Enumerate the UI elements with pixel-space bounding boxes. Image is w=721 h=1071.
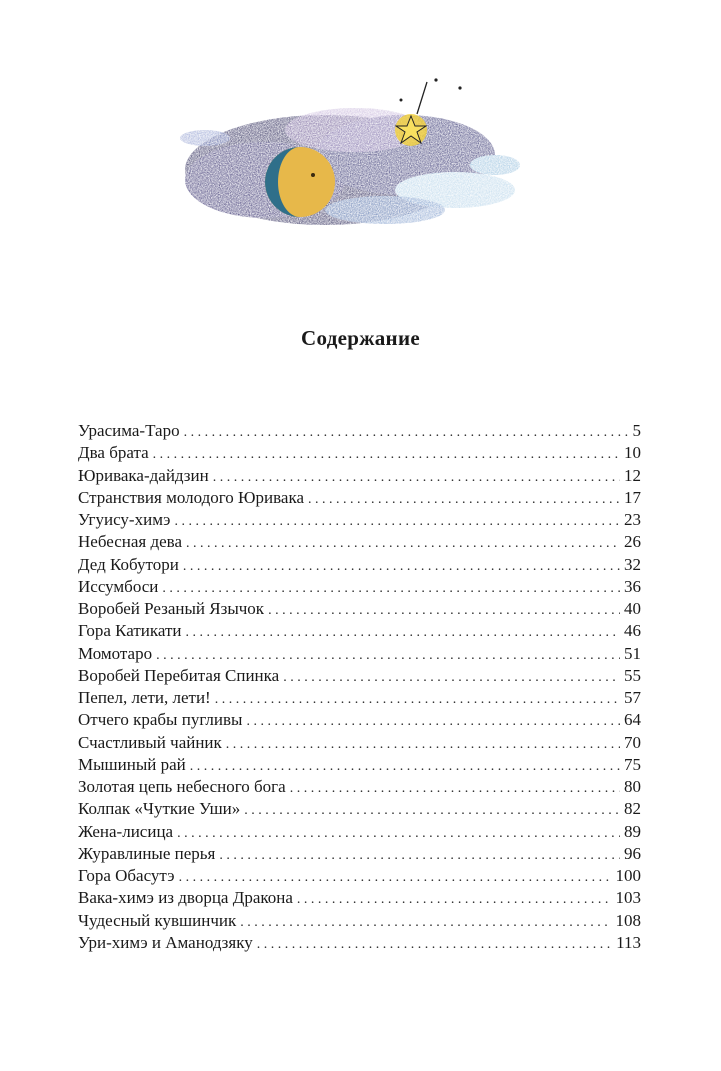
toc-entry-title: Иссумбоси: [78, 576, 159, 596]
dot-leader: [290, 778, 620, 800]
toc-entry-title: Счастливый чайник: [78, 732, 222, 752]
toc-entry-title: Угуису-химэ: [78, 510, 171, 529]
dot-leader: [226, 734, 620, 756]
toc-entry[interactable]: [78, 665, 641, 687]
dot-leader: [244, 800, 620, 822]
toc-entry[interactable]: [78, 687, 641, 709]
toc-entry-page: 55: [624, 665, 641, 685]
toc-entry-title: Небесная дева: [78, 532, 183, 552]
dot-leader: [213, 467, 620, 489]
toc-entry-title: Момотаро: [78, 643, 153, 663]
toc-entry[interactable]: [78, 732, 641, 754]
dot-leader: [183, 556, 620, 578]
page-title: Содержание: [301, 326, 420, 350]
toc-entry-title: Колпак «Чуткие Уши»: [78, 799, 241, 819]
toc-entry-title: Урасима-Таро: [78, 421, 180, 440]
toc-entry-page: 89: [624, 821, 641, 841]
toc-entry-page: 10: [624, 443, 641, 463]
toc-entry-title: Воробей Резаный Язычок: [78, 599, 265, 618]
toc-entry-page: 36: [624, 576, 641, 596]
toc-entry-title: Пепел, лети, лети!: [78, 688, 211, 707]
toc-entry-page: 5: [632, 421, 641, 440]
dot-leader: [179, 867, 612, 889]
dot-leader: [186, 533, 620, 555]
toc-entry-page: 103: [615, 888, 641, 908]
toc-entry-title: Воробей Перебитая Спинка: [78, 665, 280, 685]
dot-leader: [240, 912, 611, 934]
toc-entry-title: Гора Катикати: [78, 621, 182, 641]
toc-entry[interactable]: [78, 798, 641, 820]
toc-entry[interactable]: [78, 465, 641, 487]
dot-leader: [162, 578, 620, 600]
toc-entry-title: Гора Обасутэ: [78, 866, 175, 885]
toc-entry[interactable]: [78, 620, 641, 642]
dot-leader: [156, 645, 620, 667]
toc-entry-page: 96: [624, 843, 641, 863]
toc-entry[interactable]: [78, 709, 641, 731]
toc-entry-page: 17: [624, 487, 641, 507]
toc-entry[interactable]: [78, 776, 641, 798]
toc-entry-page: 80: [624, 777, 641, 796]
toc-entry[interactable]: [78, 576, 641, 598]
dot-leader: [283, 667, 620, 689]
toc-entry-page: 46: [624, 621, 641, 641]
dot-leader: [186, 622, 620, 644]
table-of-contents: [78, 420, 641, 954]
toc-entry-title: Вака-химэ из дворца Дракона: [78, 888, 293, 908]
toc-entry-title: Чудесный кувшинчик: [78, 910, 237, 930]
toc-entry-page: 100: [615, 866, 641, 885]
toc-entry[interactable]: [78, 531, 641, 553]
toc-entry-title: Золотая цепь небесного бога: [78, 777, 286, 796]
toc-entry-page: 57: [624, 688, 641, 707]
dot-leader: [268, 600, 620, 622]
dot-leader: [184, 422, 629, 444]
toc-entry[interactable]: [78, 598, 641, 620]
toc-entry-page: 70: [624, 732, 641, 752]
dot-leader: [308, 489, 620, 511]
toc-entry[interactable]: [78, 865, 641, 887]
toc-entry-page: 64: [624, 710, 641, 730]
dot-leader: [215, 689, 620, 711]
toc-entry-title: Журавлиные перья: [78, 843, 216, 863]
dot-leader: [297, 889, 612, 911]
dot-leader: [174, 511, 620, 533]
toc-entry[interactable]: [78, 843, 641, 865]
moon-icon: [265, 147, 335, 217]
toc-entry-page: 23: [624, 510, 641, 529]
dot-leader: [246, 711, 620, 733]
toc-entry-page: 75: [624, 754, 641, 774]
toc-entry-title: Странствия молодого Юривака: [78, 487, 305, 507]
toc-entry-page: 40: [624, 599, 641, 618]
toc-entry-title: Дед Кобутори: [78, 554, 179, 574]
dot-leader: [257, 934, 612, 956]
toc-entry-page: 82: [624, 799, 641, 819]
toc-entry-page: 12: [624, 465, 641, 485]
toc-entry-title: Ури-химэ и Аманодзяку: [78, 932, 253, 952]
night-sky-illustration: [175, 70, 525, 250]
toc-entry[interactable]: [78, 420, 641, 442]
toc-entry-title: Отчего крабы пугливы: [78, 710, 243, 730]
toc-entry-title: Жена-лисица: [78, 821, 174, 841]
toc-entry[interactable]: [78, 643, 641, 665]
toc-entry-title: Юривака-дайдзин: [78, 465, 209, 485]
night-cloud: [180, 108, 520, 225]
toc-entry-title: Два брата: [78, 443, 149, 463]
toc-entry[interactable]: [78, 910, 641, 932]
dot-leader: [190, 756, 620, 778]
toc-entry[interactable]: [78, 487, 641, 509]
toc-entry[interactable]: [78, 887, 641, 909]
toc-entry-page: 108: [615, 910, 641, 930]
toc-entry-page: 26: [624, 532, 641, 552]
toc-entry[interactable]: [78, 554, 641, 576]
toc-entry-title: Мышиный рай: [78, 754, 186, 774]
toc-entry[interactable]: [78, 442, 641, 464]
toc-entry-page: 113: [616, 932, 641, 952]
toc-entry[interactable]: [78, 509, 641, 531]
toc-entry-page: 51: [624, 643, 641, 663]
dot-leader: [219, 845, 620, 867]
dot-leader: [153, 444, 620, 466]
dot-leader: [177, 823, 620, 845]
toc-entry-page: 32: [624, 554, 641, 574]
toc-entry[interactable]: [78, 932, 641, 954]
toc-entry[interactable]: [78, 821, 641, 843]
toc-entry[interactable]: [78, 754, 641, 776]
